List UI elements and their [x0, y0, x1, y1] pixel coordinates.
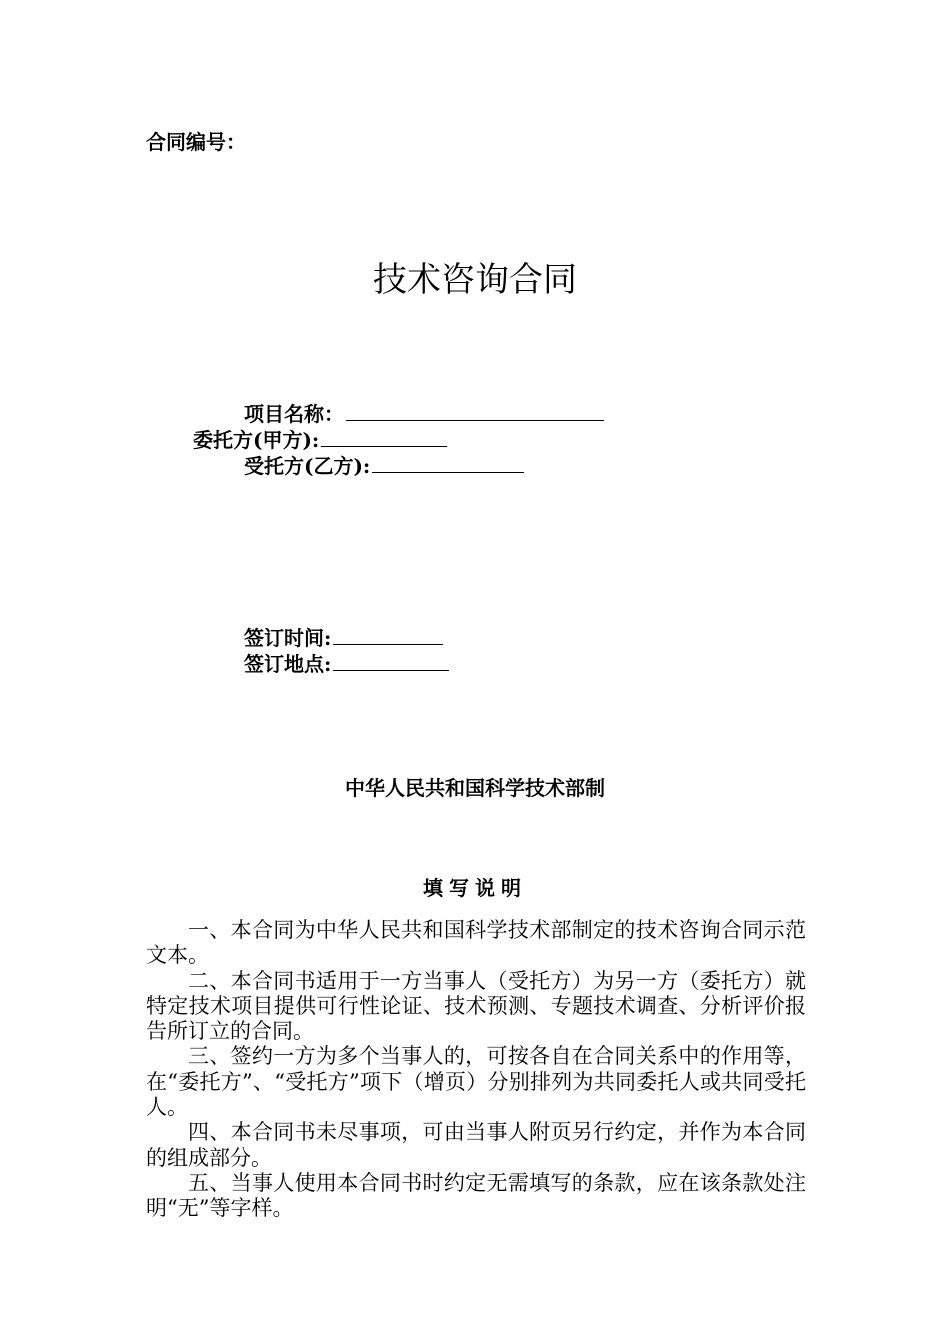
- contract-number-label: 合同编号：: [146, 130, 246, 154]
- instructions-body: [146, 918, 806, 1222]
- project-name-label: 项目名称：: [244, 402, 344, 426]
- signing-time-field: [244, 622, 443, 651]
- client-party-blank[interactable]: [321, 426, 447, 447]
- instruction-item: 一、本合同为中华人民共和国科学技术部制定的技术咨询合同示范文本。: [146, 918, 806, 968]
- instruction-item: 三、签约一方为多个当事人的，可按各自在合同关系中的作用等，在“委托方”、“受托方”项下（增页）分别排列为共同委托人或共同受托人。: [146, 1044, 806, 1120]
- signing-place-blank[interactable]: [333, 650, 449, 671]
- instruction-item: 五、当事人使用本合同书时约定无需填写的条款，应在该条款处注明“无”等字样。: [146, 1170, 806, 1221]
- project-name-blank[interactable]: [346, 400, 604, 421]
- issuer-line: 中华人民共和国科学技术部制: [345, 776, 605, 800]
- client-party-label: 委托方(甲方):: [193, 428, 320, 452]
- signing-time-blank[interactable]: [333, 624, 443, 645]
- instruction-item: 四、本合同书未尽事项，可由当事人附页另行约定，并作为本合同的组成部分。: [146, 1120, 806, 1170]
- instruction-item: 二、本合同书适用于一方当事人（受托方）为另一方（委托方）就特定技术项目提供可行性论证、技术预测、专题技术调查、分析评价报告所订立的合同。: [146, 968, 806, 1044]
- signing-place-label: 签订地点:: [244, 652, 332, 676]
- signing-time-label: 签订时间:: [244, 626, 332, 650]
- consultant-party-blank[interactable]: [372, 452, 524, 473]
- signing-place-field: [244, 648, 449, 677]
- document-title: 技术咨询合同: [373, 260, 577, 300]
- consultant-party-label: 受托方(乙方):: [244, 454, 371, 478]
- consultant-party-field: [244, 450, 524, 479]
- project-name-field: [244, 398, 604, 427]
- client-party-field: [193, 424, 447, 453]
- instructions-heading: 填写说明: [423, 876, 527, 900]
